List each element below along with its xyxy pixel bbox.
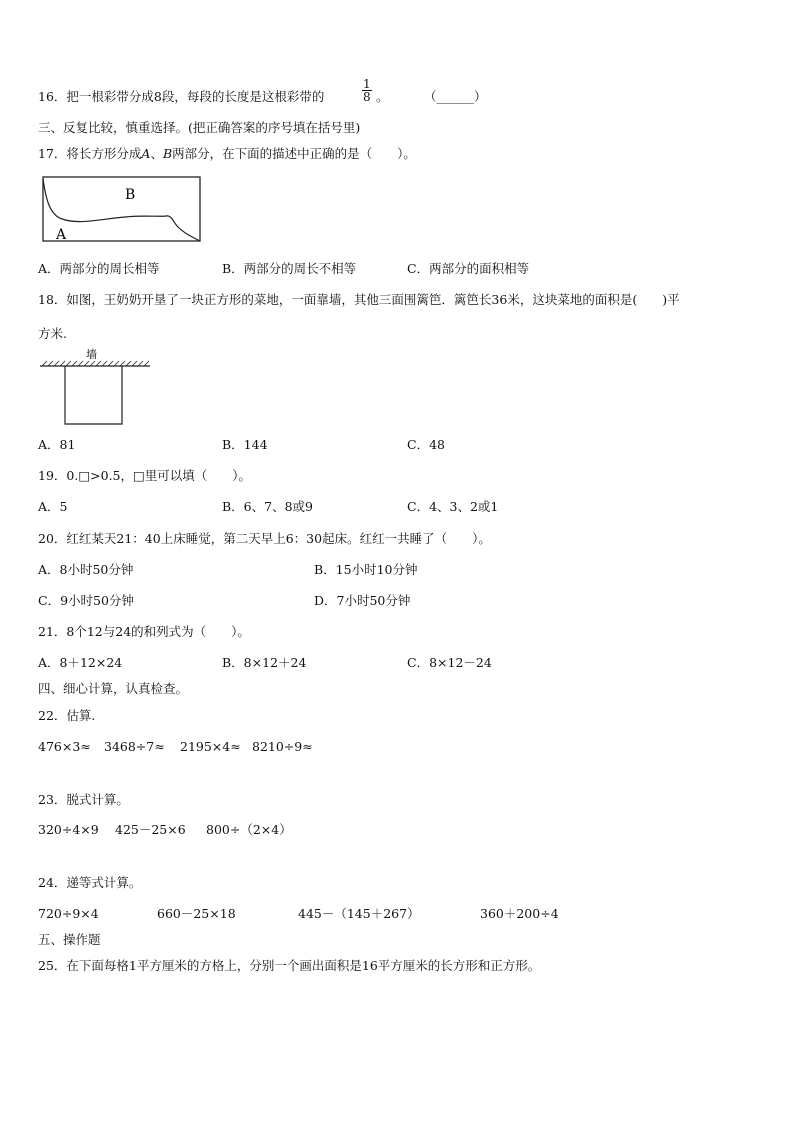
q18-garden-figure (38, 346, 154, 428)
q18-stem-line1: 18．如图，王奶奶开垦了一块正方形的菜地，一面靠墙，其他三面围篱笆．篱笆长36米，这块菜地的面积是( )平 (38, 292, 680, 307)
q19-option-c[interactable]: C．4、3、2或1 (407, 499, 499, 514)
q16-suffix: 。 (376, 89, 389, 104)
q22-item-2: 3468÷7≈ (104, 739, 165, 754)
q17-label-b: B (125, 187, 136, 203)
q25-stem: 25．在下面每格1平方厘米的方格上，分别一个画出面积是16平方厘米的长方形和正方形。 (38, 958, 541, 973)
q18-option-a[interactable]: A．81 (38, 437, 76, 452)
q17-var-b: B (162, 146, 173, 161)
q17-stem-a: 17．将长方形分成 (38, 146, 142, 161)
q17-stem (38, 146, 416, 162)
q20-option-d[interactable]: D．7小时50分钟 (314, 593, 411, 608)
q21-stem: 21．8个12与24的和列式为（ ）。 (38, 624, 250, 639)
q21-option-a[interactable]: A．8＋12×24 (38, 655, 123, 670)
q17-rectangle-figure (40, 175, 204, 245)
q24-item-4: 360＋200÷4 (480, 906, 559, 921)
q17-option-b[interactable]: B．两部分的周长不相等 (222, 261, 357, 276)
q23-item-3: 800÷（2×4） (206, 822, 292, 837)
section4-title: 四、细心计算，认真检查。 (38, 681, 189, 696)
q17-sep: 、 (150, 146, 163, 161)
q16-fraction-denominator: 8 (363, 90, 371, 104)
q16-answer-blank[interactable]: （______） (424, 89, 487, 104)
q21-option-b[interactable]: B．8×12＋24 (222, 655, 307, 670)
q20-option-c[interactable]: C．9小时50分钟 (38, 593, 134, 608)
q23-item-2: 425－25×6 (115, 822, 186, 837)
q16-text: 16．把一根彩带分成8段，每段的长度是这根彩带的 (38, 89, 325, 104)
section5-title: 五、操作题 (38, 932, 101, 947)
q16-fraction-numerator: 1 (363, 77, 371, 91)
section3-title: 三、反复比较，慎重选择。(把正确答案的序号填在括号里) (38, 120, 361, 135)
q20-option-a[interactable]: A．8小时50分钟 (38, 562, 134, 577)
q18-fence-square (65, 366, 122, 424)
q24-item-3: 445－（145＋267） (298, 906, 420, 921)
q22-item-1: 476×3≈ (38, 739, 91, 754)
q17-label-a: A (56, 227, 67, 243)
q18-option-c[interactable]: C．48 (407, 437, 445, 452)
q19-stem: 19．0.□>0.5，□里可以填（ ）。 (38, 468, 252, 483)
q17-var-a: A (141, 146, 151, 161)
q18-wall-label: 墙 (86, 348, 97, 361)
q22-item-4: 8210÷9≈ (252, 739, 313, 754)
q20-stem: 20．红红某天21：40上床睡觉，第二天早上6：30起床。红红一共睡了（ ）。 (38, 531, 491, 546)
q19-option-a[interactable]: A．5 (38, 499, 68, 514)
q24-title: 24．递等式计算。 (38, 875, 142, 890)
q17-rectangle-outline (43, 177, 200, 241)
q22-item-3: 2195×4≈ (180, 739, 241, 754)
q16-fraction (362, 78, 372, 103)
q23-title: 23．脱式计算。 (38, 792, 129, 807)
q17-dividing-curve (43, 179, 200, 241)
q24-item-1: 720÷9×4 (38, 906, 99, 921)
q19-option-b[interactable]: B．6、7、8或9 (222, 499, 313, 514)
q18-option-b[interactable]: B．144 (222, 437, 268, 452)
q24-item-2: 660－25×18 (157, 906, 236, 921)
q17-option-c[interactable]: C．两部分的面积相等 (407, 261, 530, 276)
q17-stem-b: 两部分，在下面的描述中正确的是（ ）。 (172, 146, 416, 161)
q22-title: 22．估算. (38, 708, 96, 723)
q17-option-a[interactable]: A．两部分的周长相等 (38, 261, 160, 276)
q23-item-1: 320÷4×9 (38, 822, 99, 837)
q18-stem-line2: 方米. (38, 326, 67, 341)
q16-stem (38, 89, 324, 105)
q21-option-c[interactable]: C．8×12－24 (407, 655, 492, 670)
q20-option-b[interactable]: B．15小时10分钟 (314, 562, 418, 577)
q18-wall-hatching (42, 361, 149, 366)
